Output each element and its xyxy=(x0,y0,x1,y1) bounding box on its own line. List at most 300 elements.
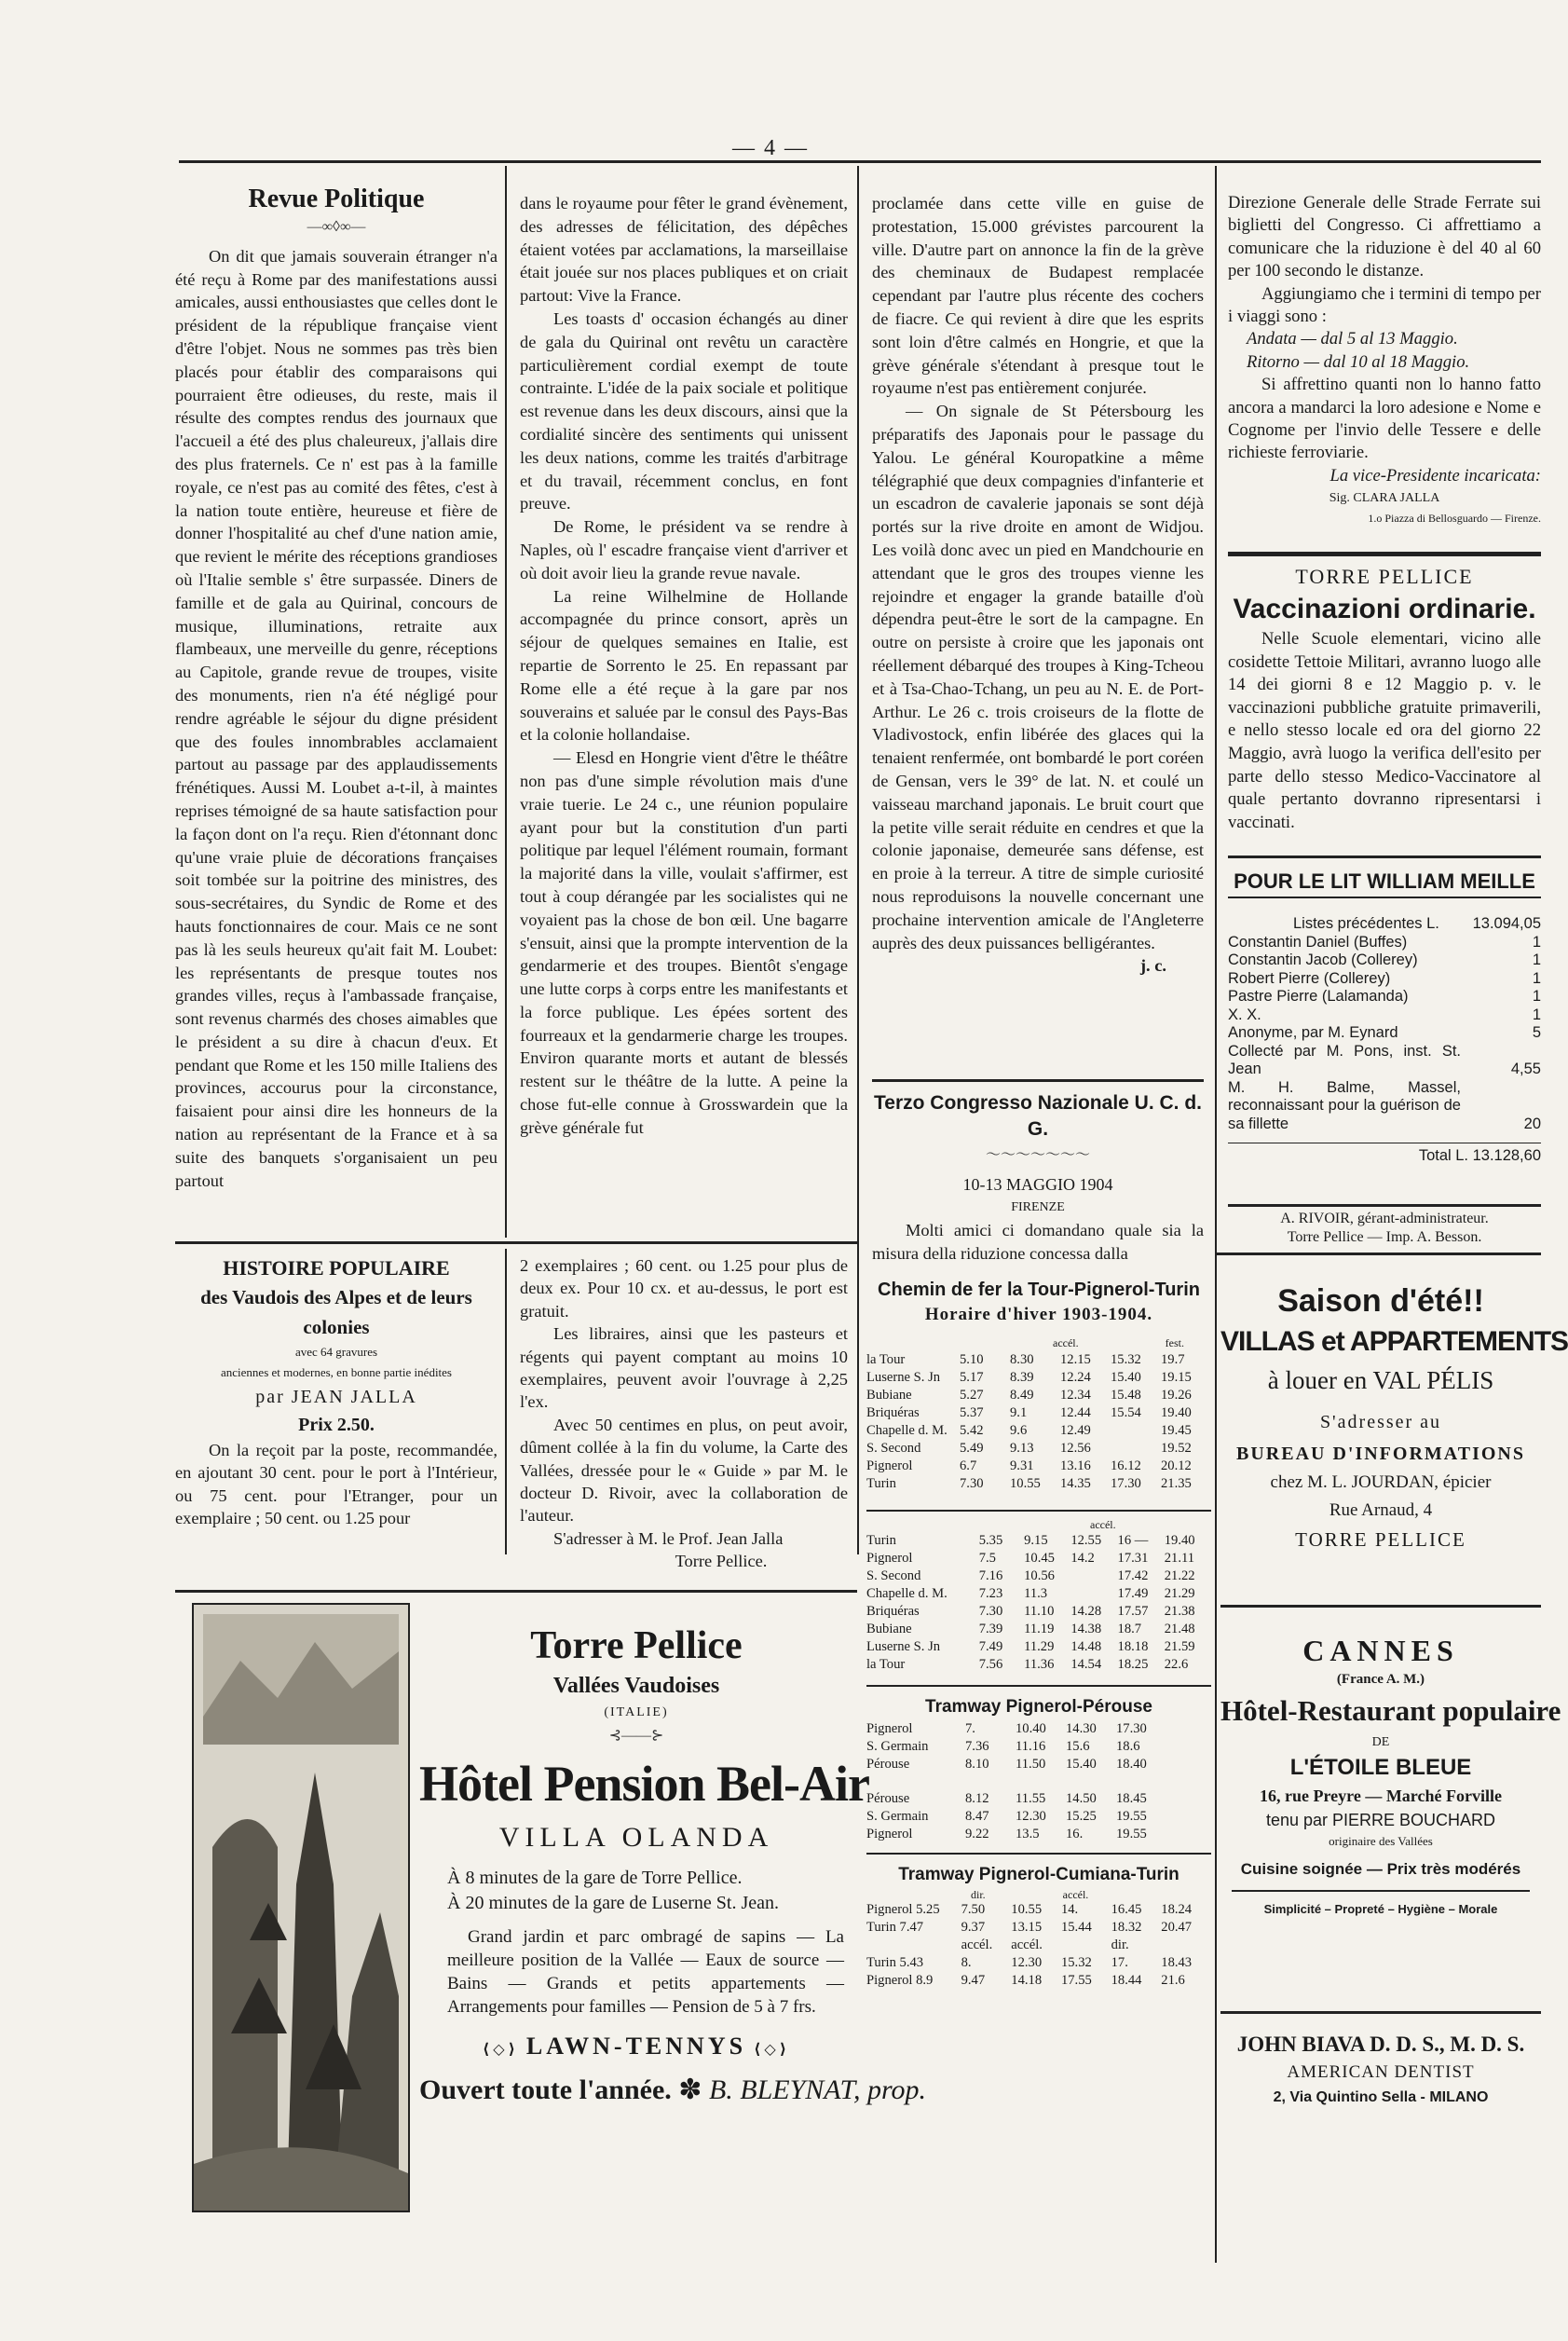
station-name: Briquéras xyxy=(866,1405,920,1420)
departure-time: 21.6 xyxy=(1161,1973,1185,1988)
revue-ornament: —∞◊∞— xyxy=(307,219,366,235)
cannes-region: (France A. M.) xyxy=(1336,1672,1425,1687)
departure-time: 15.25 xyxy=(1066,1809,1097,1824)
departure-time: 7.23 xyxy=(978,1586,1003,1601)
cannes-ad xyxy=(1220,1631,1561,2022)
histoire-paragraph: 2 exemplaires ; 60 cent. ou 1.25 pour plus de deux ex. Pour 10 cx. et au-dessus, le port est gratuit. xyxy=(520,1256,848,1321)
section-rule xyxy=(1228,552,1541,556)
departure-time: 21.48 xyxy=(1164,1622,1195,1636)
departure-time: accél. xyxy=(961,1937,993,1952)
departure-time: 15.54 xyxy=(1111,1405,1141,1420)
departure-time xyxy=(1070,1585,1117,1603)
departure-time: 18.44 xyxy=(1111,1973,1142,1988)
vaccini-body: Nelle Scuole elementari, vicino alle cosidette Tettoie Militari, avranno luogo alle 14 dei giorni 8 e 12 Maggio p. v. le vaccinazioni pubbliche gratuite primaverili, e nello stesso locale ed ora del giorno 22 Maggio, avrà luogo la verifica dell'esito per parte dello stesso Medico-Vaccinatore al quale pertanto dovranno ripresentarsi i vaccinati. xyxy=(1228,629,1541,832)
departure-time: 13.15 xyxy=(1011,1920,1043,1935)
revue-title: Revue Politique xyxy=(248,185,425,213)
donor-name: X. X. xyxy=(1228,1006,1261,1023)
cannes-address: 16, rue Preyre — Marché Forville xyxy=(1260,1787,1502,1805)
revue-paragraph: — Elesd en Hongrie vient d'être le théâtre non pas d'une simple révolution mais d'une vraie tuerie. Le 24 c., une réunion populaire ayant pour but la constitution d'un parti politique par lequel l'élément roumain, formant la majorité dans la ville, voulait s'affirmer, est tout à coup dérangée par les socialistes qui ne voyaient pas la chose de bon œil. Une bagarre s'ensuit, ainsi que la prompte intervention de la gendarmerie et des troupes. Bientôt s'engage une lutte corps à corps entre les manifestants et la force publique. Les épées sortent des fourreaux et la gendarmerie charge les troupes. Environ quarante morts et autant de blessés restent sur le théâtre de la lutte. A peine la chose fut-elle connue à Grosswardein que la grève générale fut xyxy=(520,748,848,1137)
departure-time: 19.7 xyxy=(1161,1352,1185,1367)
departure-time: 11.29 xyxy=(1024,1639,1055,1654)
departure-time: 20.47 xyxy=(1161,1920,1193,1935)
hotel-country: (ITALIE) xyxy=(604,1705,669,1719)
departure-time: 18.7 xyxy=(1117,1622,1142,1636)
congresso-ritorno: Ritorno — dal 10 al 18 Maggio. xyxy=(1247,351,1470,372)
departure-time: accél. xyxy=(1011,1937,1043,1952)
hotel-tennis-label: LAWN-TENNYS xyxy=(525,2033,747,2060)
column-divider xyxy=(1215,166,1217,2263)
departure-time: 5.35 xyxy=(978,1533,1003,1548)
header-rule xyxy=(179,160,1541,163)
departure-time: 11.36 xyxy=(1024,1657,1055,1672)
departure-time: 19.45 xyxy=(1161,1423,1192,1438)
histoire-author: par JEAN JALLA xyxy=(255,1387,417,1407)
revue-column-3 xyxy=(872,192,1204,1077)
departure-time: 15.40 xyxy=(1066,1757,1097,1772)
donation-amount: 1 xyxy=(1532,951,1541,968)
departure-time: 18.25 xyxy=(1117,1657,1149,1672)
donation-row xyxy=(1228,915,1541,934)
departure-time: 9.31 xyxy=(1010,1458,1034,1473)
donation-row xyxy=(1228,1006,1541,1025)
accel-label: accél. xyxy=(1053,1336,1079,1349)
landscape-engraving-icon xyxy=(194,1605,408,2211)
biava-profession: AMERICAN DENTIST xyxy=(1287,2062,1475,2082)
timetable-row xyxy=(866,1387,1211,1404)
timetable-down xyxy=(866,1351,1211,1493)
meille-block xyxy=(1228,867,1541,1212)
timetable-row xyxy=(866,1919,1211,1937)
departure-time: 19.15 xyxy=(1161,1370,1192,1385)
departure-time: 7.5 xyxy=(978,1551,996,1566)
departure-time: 9.1 xyxy=(1010,1405,1028,1420)
hotel-open: Ouvert toute l'année. xyxy=(419,2074,672,2105)
timetable-row xyxy=(866,1972,1211,1990)
donation-amount: 1 xyxy=(1532,1006,1541,1023)
donation-row xyxy=(1228,1043,1541,1079)
donation-amount: 13.094,05 xyxy=(1472,915,1541,932)
departure-time: 16 — xyxy=(1117,1533,1149,1548)
hotel-tennis: ⟨◇⟩ LAWN-TENNYS ⟨◇⟩ xyxy=(482,2033,791,2060)
departure-time xyxy=(1070,1568,1117,1585)
section-rule xyxy=(872,1079,1204,1082)
histoire-gravures: avec 64 gravures xyxy=(294,1345,378,1359)
hotel-town: Torre Pellice xyxy=(530,1624,743,1667)
station-name: Pignerol xyxy=(866,1827,913,1841)
gerant-line: A. RIVOIR, gérant-administrateur. xyxy=(1280,1211,1489,1226)
departure-time: 7.36 xyxy=(965,1739,989,1754)
tram2-title: Tramway Pignerol-Cumiana-Turin xyxy=(898,1865,1179,1884)
timetable-row xyxy=(866,1826,1166,1843)
departure-time: 15.6 xyxy=(1066,1739,1090,1754)
departure-time: 10.45 xyxy=(1024,1551,1055,1566)
chemin-block xyxy=(866,1277,1211,2283)
departure-time: 7.50 xyxy=(961,1902,986,1917)
timetable-up xyxy=(866,1532,1211,1674)
departure-time: 8.12 xyxy=(965,1791,989,1806)
dir-label: dir. xyxy=(971,1888,986,1901)
departure-time: 16.12 xyxy=(1111,1458,1141,1473)
tram2-timetable xyxy=(866,1901,1211,1990)
departure-time: 10.55 xyxy=(1010,1476,1041,1491)
departure-time: 10.55 xyxy=(1011,1902,1043,1917)
revue-column-2 xyxy=(520,192,848,1245)
hotel-illustration xyxy=(192,1603,410,2212)
timetable-row xyxy=(866,1458,1211,1475)
tram1-timetable xyxy=(866,1720,1166,1843)
chemin-header-row xyxy=(866,1335,1211,1351)
departure-time: 17.55 xyxy=(1060,1973,1092,1988)
departure-time: 17.42 xyxy=(1117,1568,1149,1583)
donation-amount: 1 xyxy=(1532,933,1541,951)
histoire-subtitle: des Vaudois des Alpes et de leurs colonies xyxy=(200,1286,472,1338)
timetable-row xyxy=(866,1550,1211,1568)
histoire-contact: S'adresser à M. le Prof. Jean Jalla xyxy=(553,1528,784,1548)
cannes-motto: Simplicité – Propreté – Hygiène – Morale xyxy=(1263,1902,1498,1916)
revue-paragraph: — On signale de St Pétersbourg les préparatifs des Japonais pour le passage du Yalou. Le général Kouropatkine a même télégraphié que deux compagnies d'infanterie et un escadron de cavalerie japonais se sont déjà portés sur la rive droite en amont de Widjou. Les voilà donc avec un pied en Mandchourie en attendant que le gros des troupes vienne les rejoindre et engager la grande bataille d'où dépendra peut-être le sort de la campagne. En outre on persiste à croire que les japonais ont réellement débarqué des troupes à King-Tcheou et à Tsa-Chao-Tchang, un peu au N. E. de Port-Arthur. Le 26 c. trois croiseurs de la flotte de Vladivostock, enfin libérée des glaces qui la tenaient renfermée, ont bombardé le port coréen de Gensan, vers le 39° de lat. N. et coulé un vaisseau marchand japonais. Le bruit court que la petite ville serait réduite en cendres et que la colonie japonaise, demeurée sans défense, est en proie à la terreur. A titre de simple curiosité nous reproduisons la nouvelle concernant une prochaine intervention amicale de l'Angleterre auprès des deux puissances belligérantes. xyxy=(872,402,1204,952)
saison-town: TORRE PELLICE xyxy=(1295,1528,1466,1551)
timetable-row xyxy=(866,1585,1211,1603)
departure-time: 14.30 xyxy=(1066,1721,1097,1736)
departure-time: 9.13 xyxy=(1010,1441,1034,1456)
donor-name: Collecté par M. Pons, inst. St. Jean xyxy=(1228,1042,1461,1077)
histoire-ad xyxy=(175,1254,498,1553)
departure-time: 18.45 xyxy=(1116,1791,1147,1806)
donation-amount: 4,55 xyxy=(1510,1061,1541,1077)
departure-time: 13.16 xyxy=(1060,1458,1091,1473)
departure-time: 5.10 xyxy=(960,1352,984,1367)
meille-list xyxy=(1228,915,1541,1133)
histoire-paragraph: On la reçoit par la poste, recommandée, en ajoutant 30 cent. pour le port à l'Intérieur, ou 75 cent. pour l'Etranger, pour un exemplaire ; 50 cent. ou 1.25 pour xyxy=(175,1441,498,1528)
timetable-row xyxy=(866,1351,1211,1369)
histoire-paragraph: Avec 50 centimes en plus, on peut avoir, dûment collée à la fin du volume, la Carte des Vallées, dressée pour le « Guide » par M. le docteur D. Rivoir, avec la collaboration de l'auteur. xyxy=(520,1415,848,1526)
station-name: Turin 7.47 xyxy=(866,1920,924,1935)
station-name: la Tour xyxy=(866,1657,906,1672)
station-name: S. Second xyxy=(866,1568,921,1583)
departure-time: 18.18 xyxy=(1117,1639,1149,1654)
timetable-row xyxy=(866,1756,1166,1773)
cannes-owner: tenu par PIERRE BOUCHARD xyxy=(1265,1811,1496,1829)
saison-adresser: S'adresser au xyxy=(1319,1412,1442,1432)
departure-time: 12.24 xyxy=(1060,1370,1091,1385)
hotel-distance-2: À 20 minutes de la gare de Luserne St. Jean. xyxy=(447,1893,780,1913)
departure-time: 21.29 xyxy=(1164,1586,1195,1601)
saison-bureau: BUREAU D'INFORMATIONS xyxy=(1236,1444,1525,1464)
departure-time: 7.16 xyxy=(978,1568,1003,1583)
timetable-row xyxy=(866,1369,1211,1387)
hotel-villa: VILLA OLANDA xyxy=(498,1822,774,1853)
departure-time: 14. xyxy=(1060,1902,1079,1917)
station-name: Pignerol 8.9 xyxy=(866,1973,934,1988)
departure-time: 8.49 xyxy=(1010,1388,1034,1403)
hotel-open-line xyxy=(419,2069,927,2112)
histoire-ad-continued xyxy=(520,1254,848,1571)
timetable-row xyxy=(866,1720,1166,1738)
donor-name: Pastre Pierre (Lalamanda) xyxy=(1228,988,1409,1005)
hotel-proprietor: B. BLEYNAT, prop. xyxy=(708,2074,927,2105)
departure-time: 20.12 xyxy=(1161,1458,1192,1473)
station-name xyxy=(866,1937,961,1954)
timetable-row xyxy=(866,1440,1211,1458)
congresso-column-4 xyxy=(1228,192,1541,546)
saison-title: Saison d'été!! xyxy=(1277,1283,1484,1319)
departure-time: 12.15 xyxy=(1060,1352,1091,1367)
section-rule xyxy=(175,1241,857,1244)
section-rule xyxy=(1228,1204,1541,1207)
tram2-header-row xyxy=(866,1888,1211,1901)
section-rule xyxy=(175,1590,857,1593)
saison-ad xyxy=(1220,1279,1568,1633)
congresso-block xyxy=(872,1090,1204,1264)
departure-time: 11.55 xyxy=(1016,1791,1046,1806)
congresso-city: FIRENZE xyxy=(1011,1199,1065,1214)
histoire-title: HISTOIRE POPULAIRE xyxy=(223,1256,450,1280)
timetable-row xyxy=(866,1638,1211,1656)
departure-time: 5.42 xyxy=(960,1423,984,1438)
departure-time: 17.30 xyxy=(1111,1476,1141,1491)
revue-paragraph: dans le royaume pour fêter le grand évènement, des adresses de félicitation, des dépêches étaient votées par acclamations, la marseillaise était jouée sur nos places publiques et on criait partout: Vive la France. xyxy=(520,194,848,306)
cannes-cuisine: Cuisine soignée — Prix très modérés xyxy=(1240,1860,1521,1878)
departure-time: 6.7 xyxy=(960,1458,977,1473)
departure-time: 5.37 xyxy=(960,1405,984,1420)
congresso-signature: La vice-Presidente incaricata: xyxy=(1329,465,1541,486)
departure-time: 19.52 xyxy=(1161,1441,1192,1456)
departure-time: 16. xyxy=(1066,1827,1084,1841)
station-name: Bubiane xyxy=(866,1622,912,1636)
chemin-subtitle: Horaire d'hiver 1903-1904. xyxy=(924,1305,1153,1324)
revue-paragraph: De Rome, le président va se rendre à Naples, où l' escadre française vient d'arriver et où doit avoir lieu la grande revue navale. xyxy=(520,517,848,582)
station-name: S. Germain xyxy=(866,1739,929,1754)
departure-time: 11.10 xyxy=(1024,1604,1055,1619)
departure-time: dir. xyxy=(1111,1937,1129,1952)
meille-title: POUR LE LIT WILLIAM MEILLE xyxy=(1228,867,1541,898)
departure-time: 7.56 xyxy=(978,1657,1003,1672)
departure-time: 7.30 xyxy=(960,1476,984,1491)
departure-time: 17.30 xyxy=(1116,1721,1147,1736)
departure-time: 18.32 xyxy=(1111,1920,1142,1935)
departure-time: 15.40 xyxy=(1111,1370,1141,1385)
column-divider xyxy=(857,166,859,1554)
departure-time: 7.30 xyxy=(978,1604,1003,1619)
timetable-row xyxy=(866,1422,1211,1440)
departure-time: 7.39 xyxy=(978,1622,1003,1636)
departure-time: 18.40 xyxy=(1116,1757,1147,1772)
hotel-ornament: ⊰——⊱ xyxy=(608,1728,664,1744)
donation-row xyxy=(1228,951,1541,970)
timetable-row xyxy=(866,1475,1211,1493)
departure-time: 13.5 xyxy=(1016,1827,1040,1841)
departure-time: 5.49 xyxy=(960,1441,984,1456)
timetable-row xyxy=(866,1532,1211,1550)
donation-row xyxy=(1228,934,1541,952)
departure-time: 8.39 xyxy=(1010,1370,1034,1385)
column-divider xyxy=(505,1249,507,1554)
donor-name: M. H. Balme, Massel, reconnaissant pour la guérison de sa fillette xyxy=(1228,1078,1461,1132)
station-name: Pignerol 5.25 xyxy=(866,1902,940,1917)
donation-amount: 1 xyxy=(1532,969,1541,987)
vaccini-block xyxy=(1228,563,1541,852)
congresso-paragraph: Molti amici ci domandano quale sia la misura della riduzione concessa dalla xyxy=(872,1221,1204,1264)
donor-name: Constantin Daniel (Buffes) xyxy=(1228,933,1408,951)
saison-villas: VILLAS et APPARTEMENTS xyxy=(1220,1326,1568,1357)
timetable-row xyxy=(866,1901,1211,1919)
revue-column-1 xyxy=(175,185,498,1238)
departure-time xyxy=(1061,1937,1111,1954)
departure-time: 12.30 xyxy=(1016,1809,1046,1824)
station-name: Bubiane xyxy=(866,1388,912,1403)
biava-ad xyxy=(1220,2030,1541,2132)
accel-label: accél. xyxy=(1090,1518,1116,1531)
donation-amount: 1 xyxy=(1532,988,1541,1005)
departure-time: 15.48 xyxy=(1111,1388,1141,1403)
timetable-row xyxy=(866,1808,1166,1826)
departure-time: 10.56 xyxy=(1024,1568,1055,1583)
section-rule xyxy=(1220,2011,1541,2014)
station-name: S. Germain xyxy=(866,1809,929,1824)
station-name: Chapelle d. M. xyxy=(866,1586,948,1601)
departure-time: 17.57 xyxy=(1117,1604,1149,1619)
departure-time: 16.45 xyxy=(1111,1902,1142,1917)
station-name: Pérouse xyxy=(866,1791,910,1806)
congresso-signer: Sig. CLARA JALLA xyxy=(1329,491,1440,506)
cannes-de: DE xyxy=(1371,1735,1390,1749)
revue-paragraph: proclamée dans cette ville en guise de protestation, 15.000 grévistes parcourent la ville. D'autre part on annonce la fin de la grève des cheminaux de Budapest remplacée cependant par l'autre plus récente des cochers de fiacre. Ce qui revient à dire que les esprits sont loin d'être calmés en Hongrie, et que la grève générale s'étendant à presque tout le royaume n'est pas entièrement conjurée. xyxy=(872,194,1204,398)
departure-time: 15.44 xyxy=(1060,1920,1092,1935)
timetable-row xyxy=(866,1621,1211,1638)
departure-time: 10.40 xyxy=(1016,1721,1046,1736)
departure-time: 21.35 xyxy=(1161,1476,1192,1491)
departure-time: 15.32 xyxy=(1111,1352,1141,1367)
departure-time: 9.47 xyxy=(961,1973,986,1988)
departure-time: 7. xyxy=(965,1721,975,1736)
station-name: Chapelle d. M. xyxy=(866,1423,948,1438)
congresso-paragraph: Si affrettino quanti non lo hanno fatto ancora a mandarci la loro adesione e Nome e Cognome per l'invio delle Tessere e delle richieste ferroviarie. xyxy=(1228,375,1541,463)
departure-time: 19.40 xyxy=(1161,1405,1192,1420)
accel-label: accél. xyxy=(1062,1888,1089,1901)
donor-name: Constantin Jacob (Collerey) xyxy=(1228,951,1418,968)
timetable-row xyxy=(866,1954,1211,1972)
departure-time: 11.16 xyxy=(1016,1739,1046,1754)
congresso-title: Terzo Congresso Nazionale U. C. d. G. xyxy=(874,1092,1202,1140)
hotel-distance-1: À 8 minutes de la gare de Torre Pellice. xyxy=(447,1868,743,1888)
biava-address: 2, Via Quintino Sella - MILANO xyxy=(1273,2089,1489,2105)
departure-time: 17.49 xyxy=(1117,1586,1149,1601)
departure-time: 8. xyxy=(961,1955,972,1970)
departure-time: 21.38 xyxy=(1164,1604,1195,1619)
departure-time xyxy=(1161,1937,1211,1954)
departure-time: 21.22 xyxy=(1164,1568,1195,1583)
departure-time: 18.43 xyxy=(1161,1955,1193,1970)
congresso-andata: Andata — dal 5 al 13 Maggio. xyxy=(1247,329,1458,349)
revue-paragraph: Les toasts d' occasion échangés au diner de gala du Quirinal ont revêtu un caractère particulièrement cordial exempt de toute contrainte. L'idée de la paix sociale et politique est revenue dans les deux discours, ainsi que la cordialité sincère des sentiments qui unissent les deux nations, comme les traités d'arbitrage et du travail, récemment conclus, en font preuve. xyxy=(520,308,848,513)
saison-rue: Rue Arnaud, 4 xyxy=(1329,1500,1433,1520)
departure-time: 7.49 xyxy=(978,1639,1003,1654)
fest-label: fest. xyxy=(1165,1336,1184,1349)
donation-amount: 20 xyxy=(1523,1115,1541,1132)
histoire-price: Prix 2.50. xyxy=(298,1415,375,1435)
station-name: Turin xyxy=(866,1476,896,1491)
departure-time: 11.50 xyxy=(1016,1757,1046,1772)
asterisk-ornament-icon: ✽ xyxy=(678,2074,709,2105)
departure-time: 12.30 xyxy=(1011,1955,1043,1970)
donation-row xyxy=(1228,970,1541,989)
departure-time: 12.55 xyxy=(1070,1533,1102,1548)
donation-row xyxy=(1228,988,1541,1006)
departure-time: 21.59 xyxy=(1164,1639,1195,1654)
revue-signature: j. c. xyxy=(1139,956,1166,976)
station-name: Pérouse xyxy=(866,1757,910,1772)
vaccini-place: TORRE PELLICE xyxy=(1295,565,1474,588)
departure-time: 12.56 xyxy=(1060,1441,1091,1456)
departure-time: 14.18 xyxy=(1011,1973,1043,1988)
departure-time: 11.3 xyxy=(1024,1586,1048,1601)
station-name: S. Second xyxy=(866,1441,921,1456)
departure-time: 19.40 xyxy=(1164,1533,1195,1548)
congresso-address: 1.o Piazza di Bellosguardo — Firenze. xyxy=(1368,511,1541,525)
station-name: Luserne S. Jn xyxy=(866,1639,941,1654)
departure-time: 9.15 xyxy=(1024,1533,1048,1548)
cannes-title: CANNES xyxy=(1302,1634,1459,1667)
timetable-row xyxy=(866,1603,1211,1621)
station-name: Pignerol xyxy=(866,1721,913,1736)
departure-time xyxy=(1111,1422,1161,1440)
section-rule xyxy=(1215,1253,1541,1255)
cannes-origin: originaire des Vallées xyxy=(1329,1834,1433,1848)
departure-time: 5.27 xyxy=(960,1388,984,1403)
congresso-paragraph: Aggiungiamo che i termini di tempo per i viaggi sono : xyxy=(1228,283,1541,327)
departure-time: 19.26 xyxy=(1161,1388,1192,1403)
departure-time: 17.31 xyxy=(1117,1551,1149,1566)
histoire-town: Torre Pellice. xyxy=(675,1552,768,1571)
printer-line: Torre Pellice — Imp. A. Besson. xyxy=(1287,1229,1482,1245)
departure-time: 14.38 xyxy=(1070,1622,1102,1636)
departure-time: 8.47 xyxy=(965,1809,989,1824)
chemin-title: Chemin de fer la Tour-Pignerol-Turin xyxy=(878,1280,1200,1300)
hotel-name: Hôtel Pension Bel-Air xyxy=(419,1756,869,1812)
station-name: la Tour xyxy=(866,1352,906,1367)
section-rule xyxy=(1228,856,1541,858)
departure-time: 5.17 xyxy=(960,1370,984,1385)
donor-name: Robert Pierre (Collerey) xyxy=(1228,969,1391,987)
histoire-gravures-note: anciennes et modernes, en bonne partie inédites xyxy=(221,1365,452,1379)
departure-time: 21.11 xyxy=(1164,1551,1195,1566)
hotel-description: Grand jardin et parc ombragé de sapins — La meilleure position de la Vallée — Eaux de source — Bains — Grands et petits appartements — Arrangements pour familles — Pension de 5 à 7 frs. xyxy=(447,1927,844,2017)
biava-name: JOHN BIAVA D. D. S., M. D. S. xyxy=(1236,2033,1525,2056)
timetable-row xyxy=(866,1404,1211,1422)
departure-time: 14.28 xyxy=(1070,1604,1102,1619)
page-number: — 4 — xyxy=(732,136,809,160)
timetable-row xyxy=(866,1937,1211,1954)
timetable-row xyxy=(866,1773,1166,1808)
donor-name: Anonyme, par M. Eynard xyxy=(1228,1024,1398,1041)
cannes-etoile: L'ÉTOILE BLEUE xyxy=(1289,1755,1472,1780)
saison-jourdan: chez M. L. JOURDAN, épicier xyxy=(1270,1472,1492,1492)
departure-time: 22.6 xyxy=(1164,1657,1189,1672)
congresso-ornament: 〜〜〜〜〜〜〜 xyxy=(985,1147,1090,1163)
vaccini-title: Vaccinazioni ordinarie. xyxy=(1233,594,1536,624)
departure-time: 17. xyxy=(1111,1955,1128,1970)
departure-time: 19.55 xyxy=(1116,1827,1147,1841)
column-divider xyxy=(505,166,507,1238)
departure-time: 12.34 xyxy=(1060,1388,1091,1403)
departure-time xyxy=(1111,1440,1161,1458)
departure-time: 9.6 xyxy=(1010,1423,1028,1438)
tram1-title: Tramway Pignerol-Pérouse xyxy=(925,1697,1152,1717)
departure-time: 8.10 xyxy=(965,1757,989,1772)
timetable-row xyxy=(866,1656,1211,1674)
donor-name: Listes précédentes L. xyxy=(1293,915,1439,932)
departure-time: 19.55 xyxy=(1116,1809,1147,1824)
